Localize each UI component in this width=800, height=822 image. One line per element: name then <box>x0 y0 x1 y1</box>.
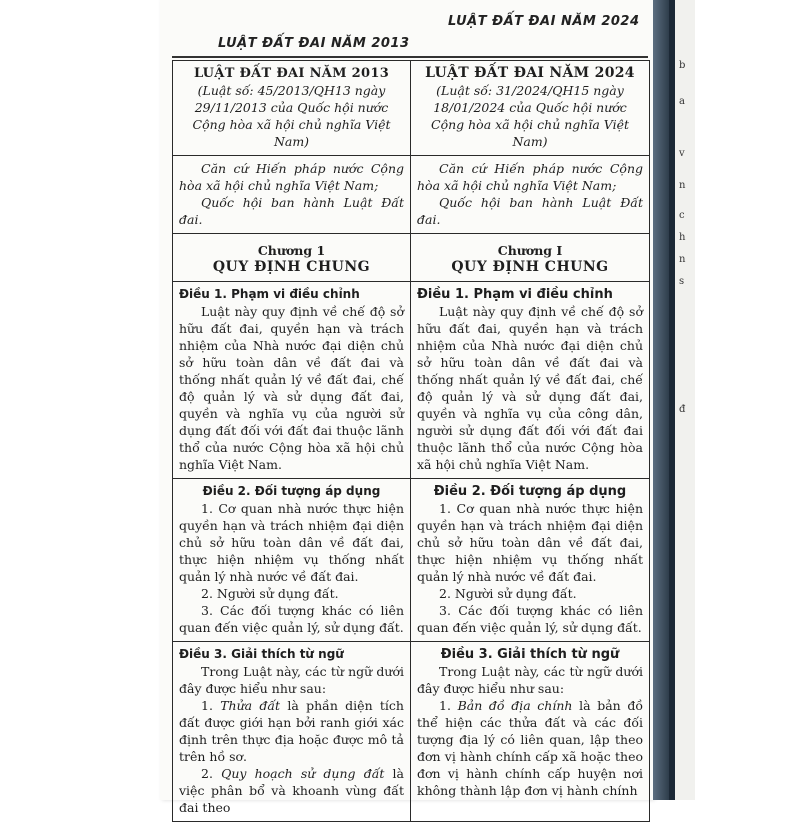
preamble-2024-line1: Căn cứ Hiến pháp nước Cộng hòa xã hội chủ nghĩa Việt Nam; <box>417 161 643 193</box>
article-2-title-2024: Điều 2. Đối tượng áp dụng <box>433 484 627 499</box>
article-2-clause-3-2024: 3. Các đối tượng khác có liên quan đến việc quản lý, sử dụng đất. <box>417 603 643 635</box>
cell-left-preamble <box>173 156 411 234</box>
cell-left-chapter <box>173 234 411 282</box>
next-page-mark: n <box>679 254 686 265</box>
table-row-article-1 <box>173 282 650 479</box>
cell-right-article-3 <box>411 642 650 822</box>
comparison-table <box>172 60 650 822</box>
definition-text: là việc phân bổ và khoanh vùng đất đai theo <box>179 766 404 815</box>
cell-right-preamble <box>411 156 650 234</box>
next-page-mark: đ <box>679 404 686 415</box>
running-title-left: LUẬT ĐẤT ĐAI NĂM 2013 <box>218 36 410 51</box>
cell-left-title <box>173 61 411 156</box>
article-3-clause-1-2013 <box>179 697 404 765</box>
article-3-clause-1-2024 <box>417 697 643 799</box>
article-3-title-2013: Điều 3. Giải thích từ ngữ <box>179 647 344 661</box>
preamble-2013-line1: Căn cứ Hiến pháp nước Cộng hòa xã hội chủ nghĩa Việt Nam; <box>179 161 404 193</box>
article-2-clause-1-2013: 1. Cơ quan nhà nước thực hiện quyền hạn và trách nhiệm đại diện chủ sở hữu toàn dân về đất đai, thực hiện nhiệm vụ thống nhất quản lý nhà nước về đất đai. <box>179 501 404 584</box>
defined-term: Bản đồ địa chính <box>457 698 573 713</box>
article-1-text-2024: Luật này quy định về chế độ sở hữu đất đai, quyền hạn và trách nhiệm của Nhà nước đại diện chủ sở hữu toàn dân về đất đai và thống nhất quản lý về đất đai, chế độ quản lý và sử dụng đất đai, quyền và nghĩa vụ của công dân, người sử dụng đất đối với đất đai thuộc lãnh thổ của nước Cộng hòa xã hội chủ nghĩa Việt Nam. <box>417 304 643 472</box>
cell-right-chapter <box>411 234 650 282</box>
article-2-clause-3-2013: 3. Các đối tượng khác có liên quan đến việc quản lý, sử dụng đất. <box>179 603 404 635</box>
definition-text: là phần diện tích đất được giới hạn bởi ranh giới xác định trên thực địa hoặc được mô tả trên hồ sơ. <box>179 698 404 764</box>
article-1-title-2024: Điều 1. Phạm vi điều chỉnh <box>417 287 613 302</box>
article-3-intro-2013: Trong Luật này, các từ ngữ dưới đây được hiểu như sau: <box>179 664 404 696</box>
clause-number: 1. <box>201 698 221 713</box>
article-2-clause-1-2024: 1. Cơ quan nhà nước thực hiện quyền hạn và trách nhiệm đại diện chủ sở hữu toàn dân về đất đai, thực hiện nhiệm vụ thống nhất quản lý nhà nước về đất đai. <box>417 501 643 584</box>
preamble-2024-line2: Quốc hội ban hành Luật Đất đai. <box>417 195 643 227</box>
table-row-title <box>173 61 650 156</box>
article-3-intro-2024: Trong Luật này, các từ ngữ dưới đây được hiểu như sau: <box>417 664 643 696</box>
chapter-name-2013: QUY ĐỊNH CHUNG <box>212 259 371 275</box>
clause-number: 2. <box>201 766 222 781</box>
cell-left-article-2 <box>173 479 411 642</box>
page-edge-shadow <box>653 0 669 800</box>
next-page-mark: v <box>679 148 685 159</box>
article-2-clause-2-2024: 2. Người sử dụng đất. <box>439 586 577 601</box>
cell-right-title <box>411 61 650 156</box>
next-page-mark: a <box>679 96 685 107</box>
article-1-text-2013: Luật này quy định về chế độ sở hữu đất đai, quyền hạn và trách nhiệm của Nhà nước đại diện chủ sở hữu toàn dân về đất đai và thống nhất quản lý về đất đai, chế độ quản lý và sử dụng đất đai, quyền và nghĩa vụ của người sử dụng đất đối với đất đai thuộc lãnh thổ của nước Cộng hòa xã hội chủ nghĩa Việt Nam. <box>179 304 404 472</box>
table-row-article-2 <box>173 479 650 642</box>
law-title-2024: LUẬT ĐẤT ĐAI NĂM 2024 <box>425 65 635 81</box>
header-rule <box>172 56 648 58</box>
table-row-article-3 <box>173 642 650 822</box>
chapter-name-2024: QUY ĐỊNH CHUNG <box>451 259 609 275</box>
next-page-mark: b <box>679 60 686 71</box>
cell-right-article-2 <box>411 479 650 642</box>
law-title-2013: LUẬT ĐẤT ĐAI NĂM 2013 <box>193 66 390 81</box>
article-3-title-2024: Điều 3. Giải thích từ ngữ <box>440 647 620 662</box>
defined-term: Quy hoạch sử dụng đất <box>221 766 385 781</box>
next-page-sliver <box>675 0 695 800</box>
clause-number: 1. <box>439 698 458 713</box>
table-row-preamble <box>173 156 650 234</box>
next-page-mark: s <box>679 276 685 287</box>
next-page-mark: h <box>679 232 686 243</box>
definition-text: là bản đồ thể hiện các thửa đất và các đối tượng địa lý có liên quan, lập theo đơn vị hành chính cấp xã hoặc theo đơn vị hành chính cấp huyện nơi không thành lập đơn vị hành chính <box>417 698 643 798</box>
law-subtitle-2024: (Luật số: 31/2024/QH15 ngày 18/01/2024 của Quốc hội nước Cộng hòa xã hội chủ nghĩa Việt Nam) <box>431 83 629 149</box>
cell-left-article-3 <box>173 642 411 822</box>
cell-right-article-1 <box>411 282 650 479</box>
next-page-mark: n <box>679 180 686 191</box>
cell-left-article-1 <box>173 282 411 479</box>
article-1-title-2013: Điều 1. Phạm vi điều chỉnh <box>179 287 360 301</box>
chapter-number-2013: Chương 1 <box>257 243 326 258</box>
chapter-number-2024: Chương I <box>497 243 563 258</box>
table-row-chapter <box>173 234 650 282</box>
next-page-mark: c <box>679 210 685 221</box>
article-2-clause-2-2013: 2. Người sử dụng đất. <box>201 586 339 601</box>
law-subtitle-2013: (Luật số: 45/2013/QH13 ngày 29/11/2013 của Quốc hội nước Cộng hòa xã hội chủ nghĩa Việt Nam) <box>192 83 391 149</box>
preamble-2013-line2: Quốc hội ban hành Luật Đất đai. <box>179 195 404 227</box>
article-2-title-2013: Điều 2. Đối tượng áp dụng <box>202 484 381 498</box>
defined-term: Thửa đất <box>220 698 281 713</box>
running-title-right: LUẬT ĐẤT ĐAI NĂM 2024 <box>448 14 640 29</box>
article-3-clause-2-2013 <box>179 765 404 816</box>
